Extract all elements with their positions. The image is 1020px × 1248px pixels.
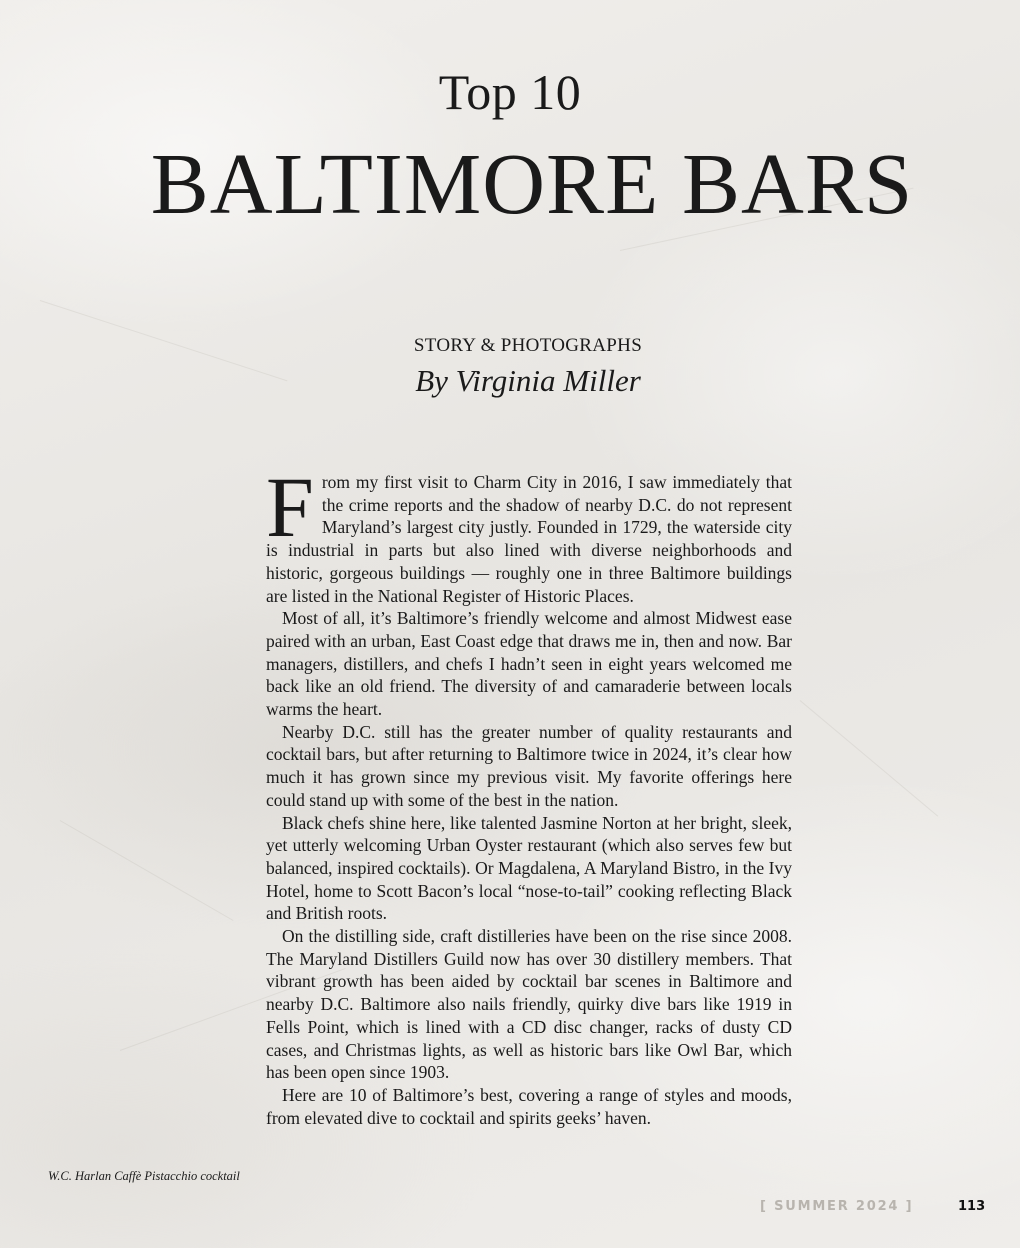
issue-label: [ SUMMER 2024 ] bbox=[760, 1199, 914, 1214]
article-paragraph: On the distilling side, craft distilleries have been on the rise since 2008. The Maryland Distillers Guild now has over 30 distillery members. That vibrant growth has been aided by cocktail bar scenes in Baltimore and nearby D.C. Baltimore also nails friendly, quirky dive bars like 1919 in Fells Point, which is lined with a CD disc changer, racks of dusty CD cases, and Christmas lights, as well as historic bars like Owl Bar, which has been open since 1903. bbox=[266, 926, 792, 1083]
byline-author: By Virginia Miller bbox=[415, 363, 641, 398]
photo-caption: W.C. Harlan Caffè Pistacchio cocktail bbox=[48, 1169, 240, 1183]
article-paragraph bbox=[266, 459, 792, 607]
article-paragraph: Here are 10 of Baltimore’s best, covering a range of styles and moods, from elevated dive to cocktail and spirits geeks’ haven. bbox=[266, 1084, 792, 1128]
marble-vein bbox=[60, 820, 234, 921]
article-body bbox=[266, 459, 792, 1129]
article-paragraph: Most of all, it’s Baltimore’s friendly welcome and almost Midwest ease paired with an urban, East Coast edge that draws me in, then and now. Bar managers, distillers, and chefs I hadn’t seen in eight years welcomed me back like an old friend. The diversity of and camaraderie between locals warms the heart. bbox=[266, 608, 792, 720]
drop-cap: F bbox=[266, 459, 314, 555]
marble-vein bbox=[800, 700, 939, 816]
byline-label: STORY & PHOTOGRAPHS bbox=[413, 335, 643, 356]
page-number: 113 bbox=[958, 1199, 986, 1214]
article-paragraph: Black chefs shine here, like talented Jasmine Norton at her bright, sleek, yet utterly welcoming Urban Oyster restaurant (which also serves few but balanced, inspired cocktails). Or Magdalena, A Maryland Bistro, in the Ivy Hotel, home to Scott Bacon’s local “nose-to-tail” cooking reflecting Black and British roots. bbox=[266, 812, 792, 924]
page-title: BALTIMORE BARS bbox=[150, 135, 914, 232]
article-paragraph: Nearby D.C. still has the greater number of quality restaurants and cocktail bars, but after returning to Baltimore twice in 2024, it’s clear how much it has grown since my previous visit. My favorite offerings here could stand up with some of the best in the nation. bbox=[266, 721, 792, 810]
title-kicker: Top 10 bbox=[438, 64, 582, 120]
article-paragraph-text: rom my first visit to Charm City in 2016, I saw immediately that the crime reports and the shadow of nearby D.C. do not represent Maryland’s largest city justly. Founded in 1729, the waterside city is industrial in parts but also lined with diverse neighborhoods and historic, gorgeous buildings — roughly one in three Baltimore buildings are listed in the National Register of Historic Places. bbox=[266, 472, 792, 606]
